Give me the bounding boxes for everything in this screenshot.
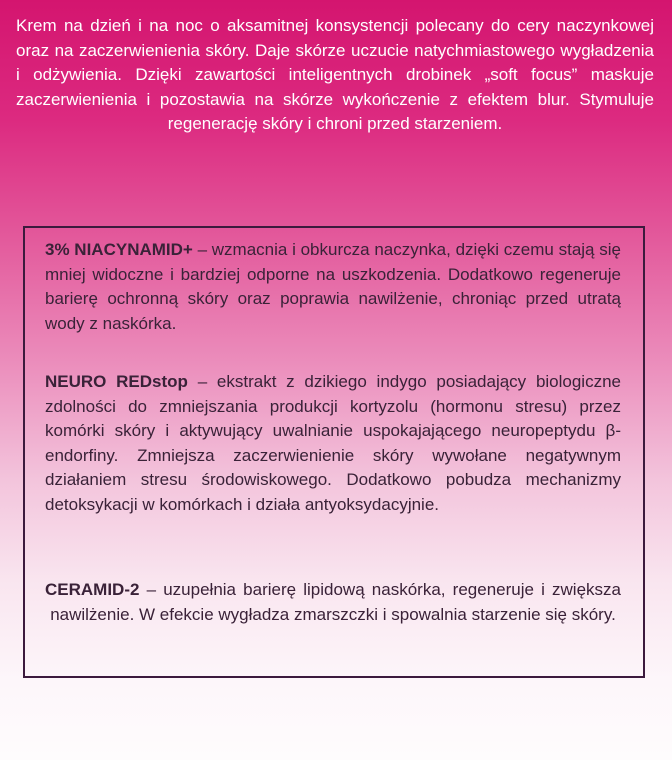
ingredients-box (23, 226, 645, 678)
ingredient-name: 3% NIACYNAMID+ (45, 240, 193, 259)
product-description: Krem na dzień i na noc o aksamitnej konsystencji polecany do cery naczynkowej oraz na zaczerwienienia skóry. Daje skórze uczucie natychmiastowego wygładzenia i odżywienia. Dzięki zawartości inteligentnych drobinek „soft focus” maskuje zaczerwienienia i pozostawia na skórze wykończenie z efektem blur. Stymuluje regenerację skóry i chroni przed starzeniem. (16, 16, 654, 134)
ingredient-name: NEURO REDstop (45, 372, 188, 391)
ingredient-description: – wzmacnia i obkurcza naczynka, dzięki czemu stają się mniej widoczne i bardziej odporne na uszkodzenia. Dodatkowo regeneruje barierę ochronną skóry oraz poprawia nawilżenie, chroniąc przed utratą wody z naskórka. (45, 240, 621, 333)
ingredient-name: CERAMID-2 (45, 580, 140, 599)
ingredient-description: – ekstrakt z dzikiego indygo posiadający biologiczne zdolności do zmniejszania produkcji kortyzolu (hormonu stresu) przez komórki skóry i aktywujący uwalnianie uspokajającego neuropeptydu β-endorfiny. Zmniejsza zaczerwienienie skóry wywołane negatywnym działaniem stresu środowiskowego. Dodatkowo pobudza mechanizmy detoksykacji w komórkach i działa antyoksydacyjnie. (45, 372, 621, 514)
ingredient-niacynamid (45, 238, 621, 336)
ingredient-neuro-redstop (45, 370, 621, 518)
ingredient-ceramid-2 (45, 578, 621, 627)
ingredient-description: – uzupełnia barierę lipidową naskórka, regeneruje i zwiększa nawilżenie. W efekcie wygładza zmarszczki i spowalnia starzenie się skóry. (50, 580, 621, 624)
